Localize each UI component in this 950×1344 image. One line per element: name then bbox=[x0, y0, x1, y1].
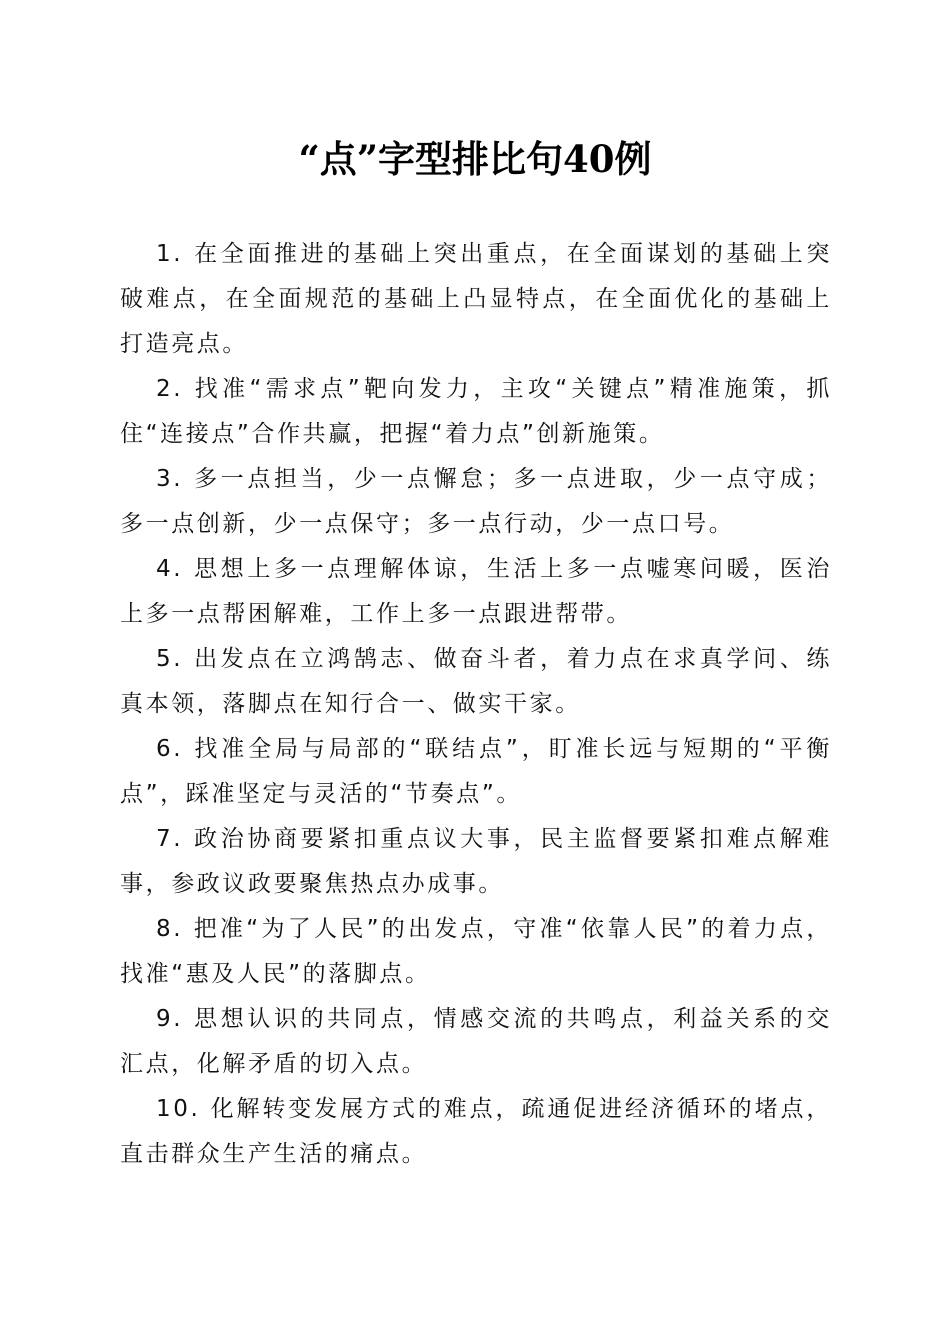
paragraph-3: 3. 多一点担当，少一点懈怠；多一点进取，少一点守成；多一点创新，少一点保守；多一点行动，少一点口号。 bbox=[120, 466, 832, 537]
paragraph-4: 4. 思想上多一点理解体谅，生活上多一点嘘寒问暖，医治上多一点帮困解难，工作上多一点跟进帮带。 bbox=[120, 556, 832, 627]
paragraph-6: 6. 找准全局与局部的“联结点”，盯准长远与短期的“平衡点”，踩准坚定与灵活的“节奏点”。 bbox=[120, 736, 832, 807]
paragraph-1: 1. 在全面推进的基础上突出重点，在全面谋划的基础上突破难点，在全面规范的基础上凸显特点，在全面优化的基础上打造亮点。 bbox=[120, 241, 832, 357]
paragraph-8: 8. 把准“为了人民”的出发点，守准“依靠人民”的着力点，找准“惠及人民”的落脚点。 bbox=[120, 916, 832, 987]
paragraph-9: 9. 思想认识的共同点，情感交流的共鸣点，利益关系的交汇点，化解矛盾的切入点。 bbox=[120, 1006, 832, 1077]
document-body bbox=[120, 232, 832, 1177]
paragraph-2: 2. 找准“需求点”靶向发力，主攻“关键点”精准施策，抓住“连接点”合作共赢，把握“着力点”创新施策。 bbox=[120, 376, 832, 447]
paragraph-10: 10. 化解转变发展方式的难点，疏通促进经济循环的堵点，直击群众生产生活的痛点。 bbox=[120, 1096, 832, 1167]
paragraph-7: 7. 政治协商要紧扣重点议大事，民主监督要紧扣难点解难事，参政议政要聚焦热点办成事。 bbox=[120, 826, 832, 897]
document-title: “点”字型排比句40例 bbox=[298, 137, 652, 181]
paragraph-5: 5. 出发点在立鸿鹄志、做奋斗者，着力点在求真学问、练真本领，落脚点在知行合一、做实干家。 bbox=[120, 646, 832, 717]
